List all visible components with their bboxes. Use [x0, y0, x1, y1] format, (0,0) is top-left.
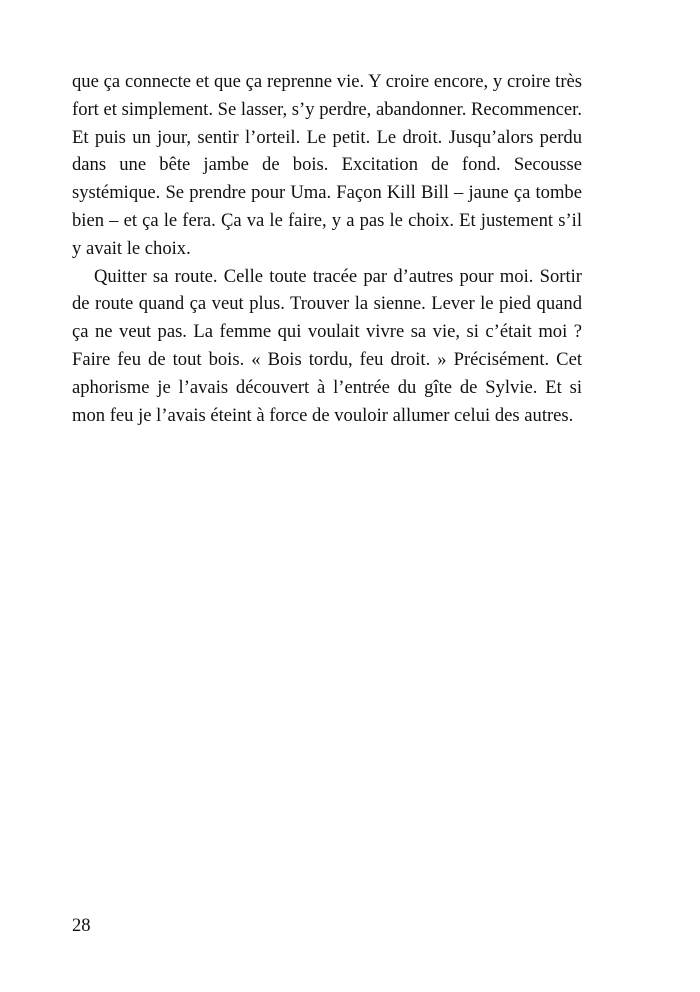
paragraph-2: Quitter sa route. Celle toute tracée par d’autres pour moi. Sortir de route quand ça veut plus. Trouver la sienne. Lever le pied quand ça ne veut pas. La femme qui voulait vivre sa vie, si c’était moi ? Faire feu de tout bois. « Bois tordu, feu droit. » Précisément. Cet aphorisme je l’avais découvert à l’entrée du gîte de Sylvie. Et si mon feu je l’avais éteint à force de vouloir allumer celui des autres. [72, 265, 582, 426]
body-text [72, 68, 582, 429]
paragraph-1: que ça connecte et que ça reprenne vie. Y croire encore, y croire très fort et simplement. Se lasser, s’y perdre, abandonner. Recommencer. Et puis un jour, sentir l’orteil. Le petit. Le droit. Jusqu’alors perdu dans une bête jambe de bois. Excitation de fond. Secousse systémique. Se prendre pour Uma. Façon Kill Bill – jaune ça tombe bien – et ça le fera. Ça va le faire, y a pas le choix. Et justement s’il y avait le choix. [72, 71, 582, 259]
page-number: 28 [72, 915, 91, 936]
